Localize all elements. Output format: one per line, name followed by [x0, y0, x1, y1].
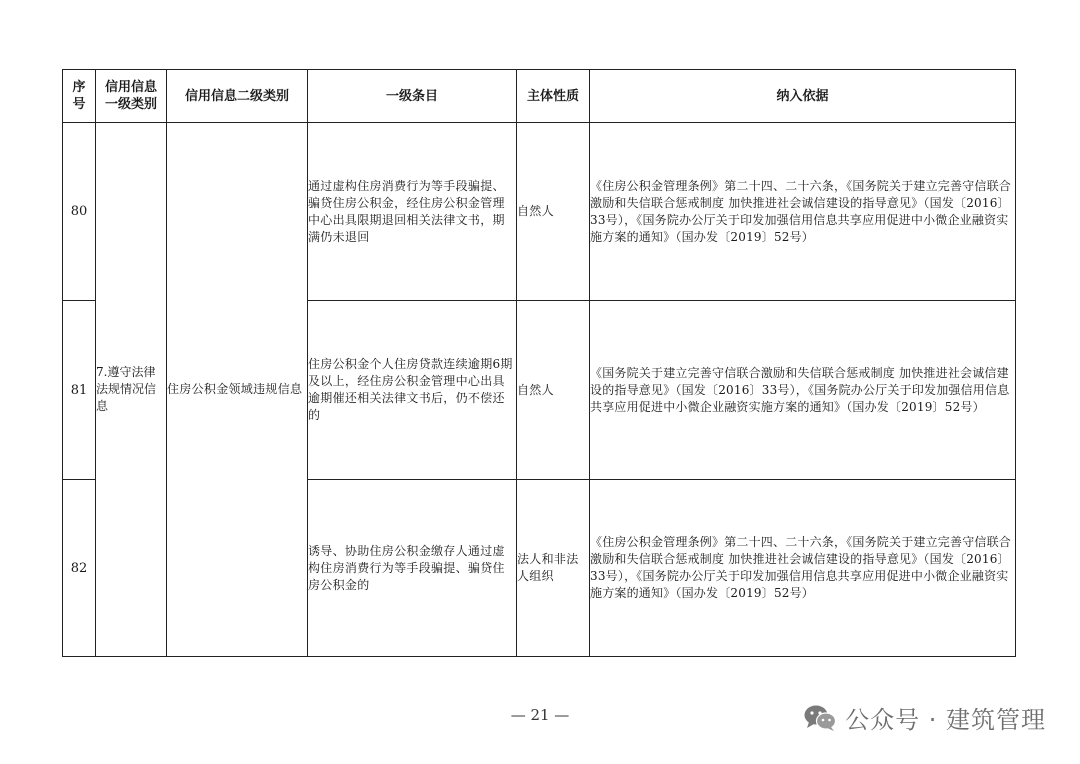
- row-subject: 法人和非法人组织: [517, 480, 590, 657]
- category-2-cell: 住房公积金领域违规信息: [167, 123, 308, 657]
- credit-info-table: [62, 69, 1016, 657]
- row-seq: 80: [63, 123, 96, 301]
- row-basis: 《住房公积金管理条例》第二十四、二十六条，《国务院关于建立完善守信联合激励和失信联合惩戒制度 加快推进社会诚信建设的指导意见》（国发〔2016〕33号），《国务院办公厅关于印发加强信用信息共享应用促进中小微企业融资实施方案的通知》（国办发〔2019〕52号）: [590, 480, 1016, 657]
- row-basis: 《住房公积金管理条例》第二十四、二十六条，《国务院关于建立完善守信联合激励和失信联合惩戒制度 加快推进社会诚信建设的指导意见》（国发〔2016〕33号），《国务院办公厅关于印发加强信用信息共享应用促进中小微企业融资实施方案的通知》（国办发〔2019〕52号）: [590, 123, 1016, 301]
- header-category-1: 信用信息一级类别: [96, 70, 167, 123]
- header-seq: 序号: [63, 70, 96, 123]
- row-seq: 82: [63, 480, 96, 657]
- table-row: [63, 123, 1016, 301]
- row-subject: 自然人: [517, 301, 590, 480]
- header-category-2: 信用信息二级类别: [167, 70, 308, 123]
- header-basis: 纳入依据: [590, 70, 1016, 123]
- table-header-row: [63, 70, 1016, 123]
- wechat-icon: [803, 703, 837, 733]
- watermark-text: 公众号 · 建筑管理: [845, 706, 1046, 734]
- row-subject: 自然人: [517, 123, 590, 301]
- row-item: 通过虚构住房消费行为等手段骗提、骗贷住房公积金，经住房公积金管理中心出具限期退回相关法律文书，期满仍未退回: [308, 123, 517, 301]
- row-item: 住房公积金个人住房贷款连续逾期6期及以上，经住房公积金管理中心出具逾期催还相关法律文书后，仍不偿还的: [308, 301, 517, 480]
- category-1-cell: 7.遵守法律法规情况信息: [96, 123, 167, 657]
- page-number: — 21 —: [510, 706, 570, 724]
- header-subject: 主体性质: [517, 70, 590, 123]
- row-seq: 81: [63, 301, 96, 480]
- row-basis: 《国务院关于建立完善守信联合激励和失信联合惩戒制度 加快推进社会诚信建设的指导意见》（国发〔2016〕33号），《国务院办公厅关于印发加强信用信息共享应用促进中小微企业融资实施方案的通知》（国办发〔2019〕52号）: [590, 301, 1016, 480]
- row-item: 诱导、协助住房公积金缴存人通过虚构住房消费行为等手段骗提、骗贷住房公积金的: [308, 480, 517, 657]
- header-item: 一级条目: [308, 70, 517, 123]
- watermark: [803, 700, 1046, 735]
